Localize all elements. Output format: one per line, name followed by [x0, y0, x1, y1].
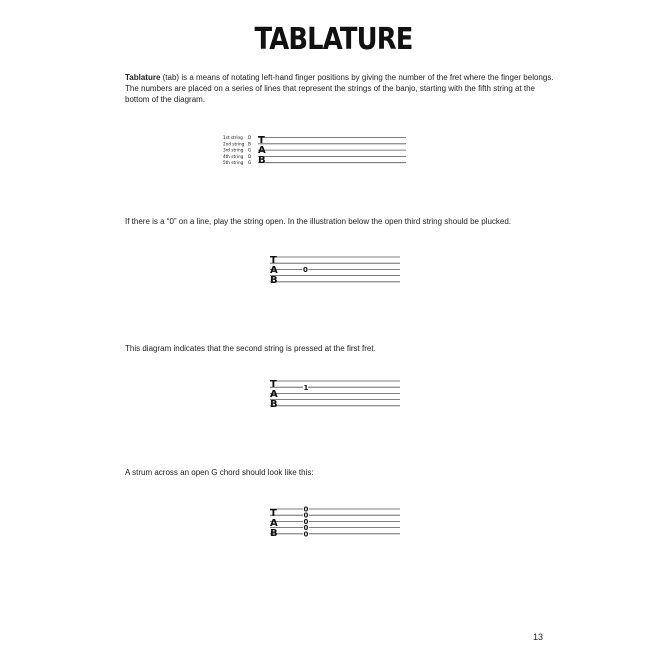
tab-letter-b: B	[270, 399, 278, 410]
tab-letter-b: B	[270, 528, 278, 539]
tab-diagram-strings	[220, 133, 410, 165]
fret-number: 0	[303, 524, 309, 533]
tab-letter-b: B	[270, 275, 278, 286]
string-label-5: 5th string	[223, 160, 244, 166]
tab-staff-lines	[270, 509, 400, 534]
string-label-2: 2nd string	[223, 141, 245, 147]
tab-staff-lines	[258, 138, 406, 163]
intro-paragraph	[125, 72, 555, 105]
string-note-4: D	[248, 153, 252, 159]
fretted-string-paragraph: This diagram indicates that the second string is pressed at the first fret.	[125, 344, 376, 353]
string-note-2: B	[248, 141, 251, 147]
string-label-1: 1st string	[223, 135, 243, 140]
tab-letter-a: A	[258, 145, 266, 156]
tab-letter-b: B	[258, 155, 266, 166]
tab-letter-a: A	[270, 518, 278, 529]
fret-number: 1	[303, 383, 309, 392]
tab-staff-lines	[270, 381, 400, 406]
intro-text: (tab) is a means of notating left-hand finger positions by giving the number of the fret where the finger belongs. The numbers are placed on a series of lines that represent the strings of the banjo, starting with the fifth string at the bottom of the diagram.	[125, 73, 554, 104]
tab-letter-t: T	[270, 255, 277, 266]
fret-number: 0	[303, 517, 309, 526]
string-note-1: D	[248, 135, 252, 140]
fret-number: 0	[303, 505, 309, 514]
tab-letter-t: T	[270, 508, 277, 519]
string-label-4: 4th string	[223, 153, 244, 159]
string-notes	[248, 135, 251, 165]
intro-term: Tablature	[125, 73, 161, 82]
string-note-5: G	[248, 160, 252, 166]
open-string-paragraph: If there is a “0” on a line, play the string open. In the illustration below the open third string should be plucked.	[125, 217, 512, 226]
tab-letter-t: T	[258, 135, 265, 146]
fret-number: 0	[303, 266, 308, 274]
string-labels	[223, 135, 245, 165]
tab-letter-t: T	[270, 379, 277, 390]
page-title: TABLATURE	[254, 22, 413, 57]
string-label-3: 3rd string	[223, 147, 244, 153]
tab-letter-a: A	[270, 265, 278, 276]
tab-diagram-open-third	[268, 253, 402, 287]
fret-number: 0	[303, 511, 309, 520]
tab-staff-lines	[270, 257, 400, 282]
tab-letter-a: A	[270, 389, 278, 400]
fret-number: 0	[303, 530, 309, 539]
tab-diagram-open-g-chord	[268, 503, 402, 541]
tab-diagram-second-string-fret	[268, 377, 402, 411]
string-note-3: G	[248, 147, 252, 153]
page-number: 13	[533, 632, 544, 642]
g-chord-paragraph: A strum across an open G chord should look like this:	[125, 468, 314, 477]
